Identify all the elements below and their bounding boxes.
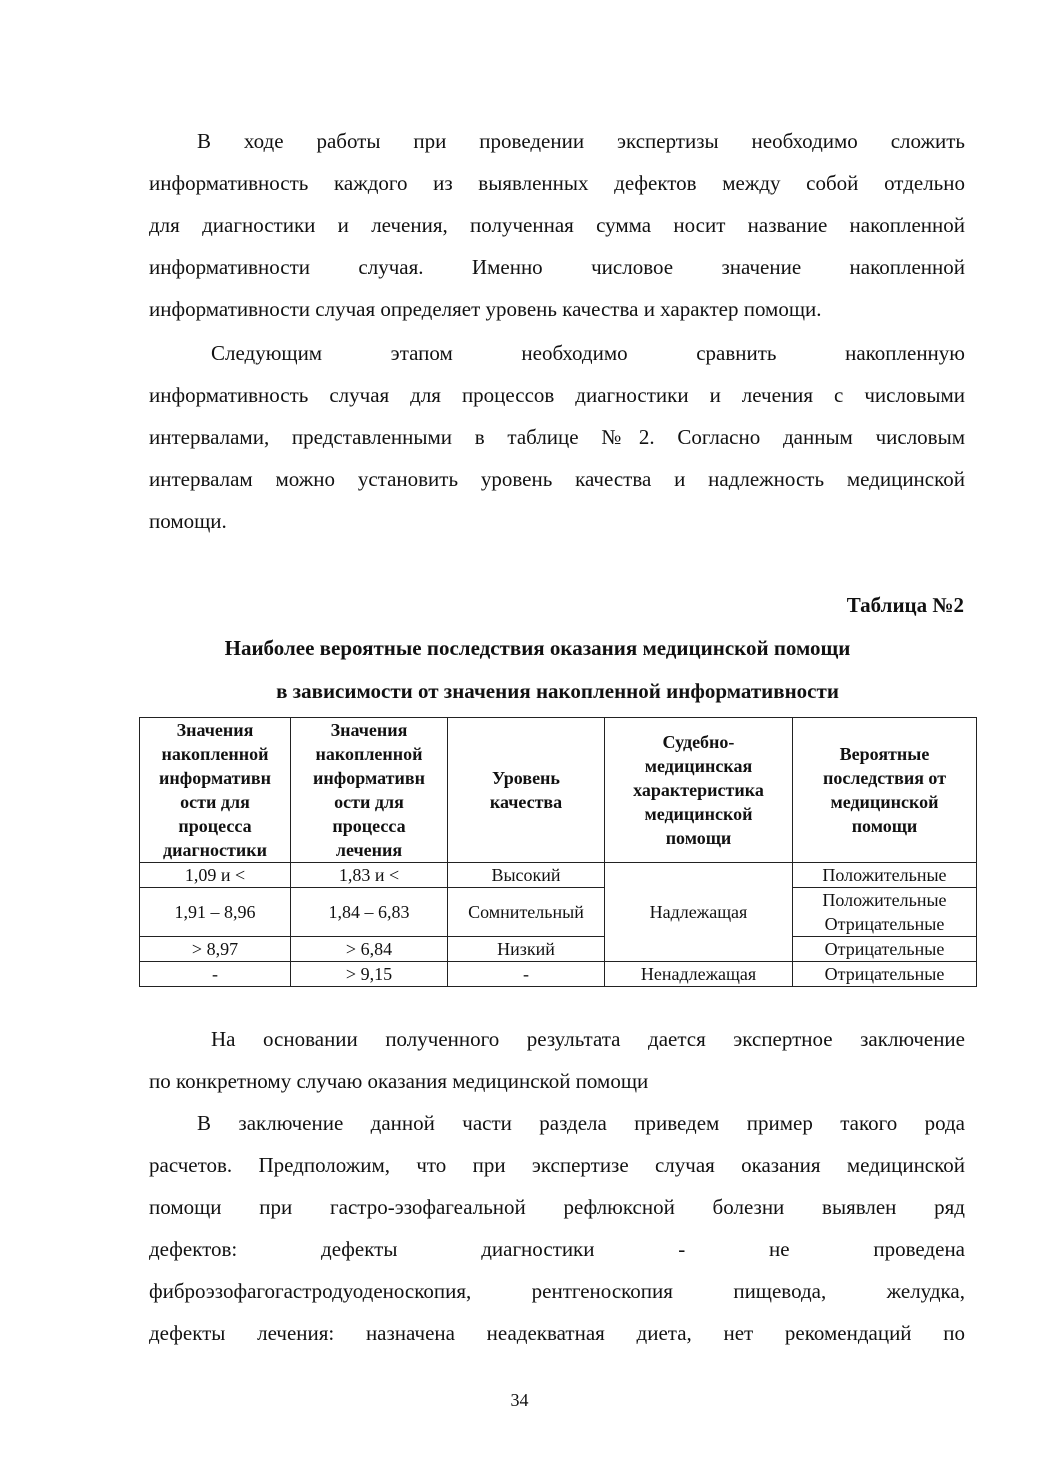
table-title-line-1: Наиболее вероятные последствия оказания медицинской помощи [224, 636, 851, 660]
text-line: В заключение данной части раздела приведем пример такого рода [197, 1111, 965, 1135]
cell-quality-level: Высокий [448, 863, 605, 888]
cell-quality-level: Сомнительный [448, 888, 605, 937]
table-header-row [140, 718, 977, 863]
cell-treatment: > 9,15 [291, 962, 448, 987]
text-line: дефектов: дефекты диагностики - не проведена [149, 1237, 965, 1261]
cell-characteristic-merged: Надлежащая [605, 863, 793, 962]
text-line: для диагностики и лечения, полученная сумма носит название накопленной [149, 213, 965, 237]
table-row [140, 863, 977, 888]
cell-treatment: > 6,84 [291, 937, 448, 962]
header-forensic-characteristic: Судебно- медицинская характеристика медицинской помощи [605, 718, 793, 863]
text-line: расчетов. Предположим, что при экспертизе случая оказания медицинской [149, 1153, 965, 1177]
text-line: фиброэзофагогастродуоденоскопия, рентгеноскопия пищевода, желудка, [149, 1279, 965, 1303]
cell-diagnostics: 1,09 и < [140, 863, 291, 888]
header-quality-level: Уровень качества [448, 718, 605, 863]
table-row [140, 888, 977, 937]
table-title-line-2: в зависимости от значения накопленной информативности [276, 679, 839, 703]
paragraph-2 [149, 332, 965, 542]
text-line: помощи. [149, 509, 227, 533]
text-line: информативности случая. Именно числовое значение накопленной [149, 255, 965, 279]
text-line: информативность случая для процессов диагностики и лечения с числовыми [149, 383, 965, 407]
text-line: На основании полученного результата дается экспертное заключение [211, 1027, 965, 1051]
header-diagnostics: Значения накопленной информативн ости для процесса диагностики [140, 718, 291, 863]
text-line: интервалам можно установить уровень качества и надлежность медицинской [149, 467, 965, 491]
cell-consequence: Положительные [793, 863, 977, 888]
text-line: дефекты лечения: назначена неадекватная диета, нет рекомендаций по [149, 1321, 965, 1345]
cell-quality-level: Низкий [448, 937, 605, 962]
table-label: Таблица №2 [846, 593, 964, 617]
cell-diagnostics: > 8,97 [140, 937, 291, 962]
text-line: по конкретному случаю оказания медицинской помощи [149, 1069, 649, 1093]
cell-consequence: Отрицательные [793, 962, 977, 987]
text-line: В ходе работы при проведении экспертизы необходимо сложить [197, 129, 965, 153]
cell-characteristic: Ненадлежащая [605, 962, 793, 987]
text-line: Следующим этапом необходимо сравнить накопленную [211, 341, 965, 365]
paragraph-3 [149, 1018, 965, 1102]
paragraph-1 [149, 120, 965, 330]
quality-table [139, 717, 977, 987]
cell-treatment: 1,84 – 6,83 [291, 888, 448, 937]
table-row [140, 937, 977, 962]
page-number: 34 [510, 1390, 529, 1410]
paragraph-4 [149, 1102, 965, 1354]
header-treatment: Значения накопленной информативн ости для процесса лечения [291, 718, 448, 863]
cell-quality-level: - [448, 962, 605, 987]
cell-diagnostics: - [140, 962, 291, 987]
cell-consequence: Отрицательные [793, 937, 977, 962]
text-line: информативности случая определяет уровень качества и характер помощи. [149, 297, 822, 321]
text-line: информативность каждого из выявленных дефектов между собой отдельно [149, 171, 965, 195]
header-consequences: Вероятные последствия от медицинской помощи [793, 718, 977, 863]
text-line: помощи при гастро-эзофагеальной рефлюксной болезни выявлен ряд [149, 1195, 965, 1219]
table-row [140, 962, 977, 987]
text-line: интервалами, представленными в таблице №2. Согласно данным числовым [149, 425, 965, 449]
cell-consequence: Положительные Отрицательные [793, 888, 977, 937]
cell-diagnostics: 1,91 – 8,96 [140, 888, 291, 937]
cell-treatment: 1,83 и < [291, 863, 448, 888]
